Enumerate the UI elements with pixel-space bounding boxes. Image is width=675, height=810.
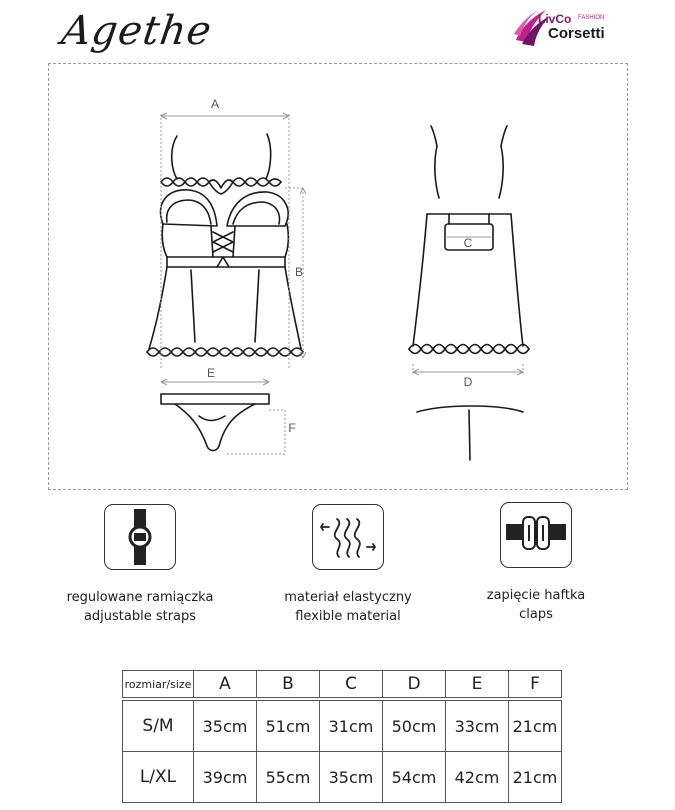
- dimension-label-f: F: [288, 421, 296, 435]
- table-row: [123, 752, 562, 803]
- value-cell: 35cm: [320, 752, 383, 803]
- stretch-waves-icon: [312, 504, 384, 570]
- brand-tag: FASHION: [578, 15, 605, 21]
- brand-name-line1: LivCo: [538, 12, 572, 26]
- feature-label-en: claps: [519, 607, 553, 622]
- feature-label-pl: materiał elastyczny: [284, 590, 412, 605]
- value-cell: 33cm: [446, 701, 509, 752]
- feature-label-pl: zapięcie haftka: [486, 588, 586, 603]
- table-row: [123, 701, 562, 752]
- size-cell: L/XL: [123, 752, 194, 803]
- size-table-corner: rozmiar/size: [123, 671, 194, 698]
- product-title: Agethe: [58, 8, 215, 54]
- value-cell: 21cm: [509, 752, 562, 803]
- technical-drawing-panel: [48, 63, 628, 490]
- column-header-f: F: [509, 671, 562, 698]
- value-cell: 50cm: [383, 701, 446, 752]
- value-cell: 54cm: [383, 752, 446, 803]
- dimension-label-c: C: [463, 236, 473, 250]
- garment-diagram: [49, 64, 627, 489]
- size-cell: S/M: [123, 701, 194, 752]
- size-table: [122, 670, 562, 803]
- column-header-a: A: [194, 671, 257, 698]
- dimension-label-b: B: [294, 265, 304, 279]
- feature-flexible-material: [248, 504, 448, 626]
- column-header-b: B: [257, 671, 320, 698]
- strap-buckle-icon: [104, 504, 176, 570]
- column-header-c: C: [320, 671, 383, 698]
- feature-label-en: flexible material: [295, 609, 401, 624]
- value-cell: 31cm: [320, 701, 383, 752]
- value-cell: 42cm: [446, 752, 509, 803]
- dimension-label-d: D: [463, 375, 473, 389]
- hook-clasp-icon: [500, 502, 572, 568]
- value-cell: 35cm: [194, 701, 257, 752]
- dimension-label-a: A: [210, 97, 220, 111]
- value-cell: 55cm: [257, 752, 320, 803]
- column-header-d: D: [383, 671, 446, 698]
- value-cell: 51cm: [257, 701, 320, 752]
- column-header-e: E: [446, 671, 509, 698]
- value-cell: 21cm: [509, 701, 562, 752]
- brand-name-line2: Corsetti: [548, 25, 605, 42]
- brand-logo: [512, 6, 622, 48]
- feature-label-pl: regulowane ramiączka: [66, 590, 214, 605]
- dimension-label-e: E: [206, 366, 216, 380]
- value-cell: 39cm: [194, 752, 257, 803]
- feature-label-en: adjustable straps: [83, 609, 197, 624]
- feature-hook-clasp: [436, 502, 636, 624]
- feature-adjustable-straps: [40, 504, 240, 626]
- size-table-header: [123, 671, 562, 698]
